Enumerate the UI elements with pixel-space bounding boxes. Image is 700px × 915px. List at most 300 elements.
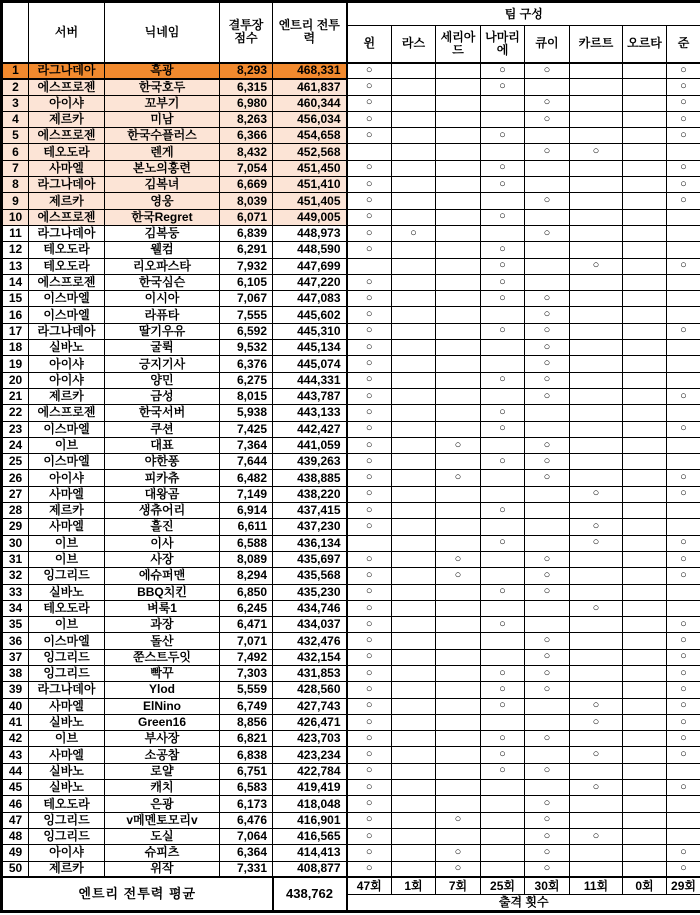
cell-team-oreuta [623, 291, 667, 307]
cell-team-ras [392, 340, 436, 356]
cell-team-jun: ○ [667, 861, 700, 877]
cell-nickname: ElNino [105, 698, 220, 714]
footer-count-seriad: 7회 [436, 877, 481, 894]
cell-team-ras [392, 617, 436, 633]
cell-nickname: 로얄 [105, 763, 220, 779]
cell-team-win: ○ [347, 454, 392, 470]
cell-team-ras [392, 633, 436, 649]
cell-team-namarie [481, 340, 525, 356]
cell-arena-score: 8,039 [220, 193, 273, 209]
cell-team-kareut [570, 323, 623, 339]
cell-nickname: Green16 [105, 714, 220, 730]
cell-team-kyui: ○ [525, 584, 570, 600]
cell-team-kareut [570, 421, 623, 437]
cell-team-jun [667, 828, 700, 844]
cell-team-win: ○ [347, 340, 392, 356]
cell-team-jun [667, 291, 700, 307]
cell-team-seriad [436, 828, 481, 844]
cell-rank: 1 [2, 63, 29, 79]
cell-rank: 36 [2, 633, 29, 649]
cell-server: 아이샤 [29, 95, 105, 111]
cell-team-namarie: ○ [481, 274, 525, 290]
cell-server: 사마엘 [29, 486, 105, 502]
cell-team-namarie: ○ [481, 209, 525, 225]
cell-server: 이브 [29, 437, 105, 453]
cell-team-kyui [525, 519, 570, 535]
footer-count-jun: 29회 [667, 877, 700, 894]
cell-team-namarie: ○ [481, 63, 525, 79]
cell-team-kareut [570, 682, 623, 698]
cell-team-jun: ○ [667, 470, 700, 486]
cell-team-oreuta [623, 486, 667, 502]
cell-arena-score: 7,492 [220, 649, 273, 665]
cell-team-kareut [570, 665, 623, 681]
cell-team-jun: ○ [667, 323, 700, 339]
cell-arena-score: 6,749 [220, 698, 273, 714]
cell-team-oreuta [623, 372, 667, 388]
cell-team-jun [667, 437, 700, 453]
cell-team-ras [392, 861, 436, 877]
table-row [2, 79, 700, 95]
cell-entry-power: 423,234 [273, 747, 347, 763]
col-header-win: 윈 [347, 26, 392, 63]
cell-server: 제르카 [29, 111, 105, 127]
cell-entry-power: 427,743 [273, 698, 347, 714]
cell-team-kareut: ○ [570, 144, 623, 160]
cell-nickname: BBQ치킨 [105, 584, 220, 600]
cell-team-oreuta [623, 600, 667, 616]
cell-team-kyui: ○ [525, 861, 570, 877]
table-row [2, 323, 700, 339]
cell-team-kyui [525, 421, 570, 437]
cell-team-win: ○ [347, 519, 392, 535]
cell-server: 잉그리드 [29, 812, 105, 828]
cell-rank: 26 [2, 470, 29, 486]
cell-team-kareut [570, 79, 623, 95]
cell-team-ras [392, 454, 436, 470]
cell-team-jun [667, 454, 700, 470]
cell-team-oreuta [623, 258, 667, 274]
cell-team-kyui [525, 258, 570, 274]
cell-team-kareut [570, 861, 623, 877]
cell-server: 아이샤 [29, 845, 105, 861]
cell-rank: 2 [2, 79, 29, 95]
table-row [2, 747, 700, 763]
cell-team-jun: ○ [667, 258, 700, 274]
cell-team-win [347, 258, 392, 274]
cell-arena-score: 6,173 [220, 796, 273, 812]
cell-team-ras [392, 845, 436, 861]
cell-team-kareut [570, 340, 623, 356]
cell-team-seriad [436, 274, 481, 290]
cell-rank: 24 [2, 437, 29, 453]
cell-nickname: 김복둥 [105, 225, 220, 241]
cell-team-seriad: ○ [436, 437, 481, 453]
cell-team-kyui: ○ [525, 437, 570, 453]
cell-team-namarie [481, 225, 525, 241]
cell-nickname: 한국수플러스 [105, 128, 220, 144]
cell-nickname: 쭌스트두잇 [105, 649, 220, 665]
cell-team-kareut [570, 796, 623, 812]
cell-entry-power: 408,877 [273, 861, 347, 877]
cell-team-oreuta [623, 274, 667, 290]
cell-arena-score: 6,980 [220, 95, 273, 111]
cell-team-jun: ○ [667, 128, 700, 144]
cell-team-ras [392, 763, 436, 779]
footer-average-value: 438,762 [273, 877, 347, 911]
cell-team-seriad [436, 796, 481, 812]
cell-server: 라그나데아 [29, 177, 105, 193]
cell-team-win: ○ [347, 323, 392, 339]
cell-team-kyui: ○ [525, 388, 570, 404]
table-header [2, 2, 700, 63]
cell-team-win: ○ [347, 682, 392, 698]
cell-team-kyui: ○ [525, 111, 570, 127]
cell-rank: 13 [2, 258, 29, 274]
cell-arena-score: 6,751 [220, 763, 273, 779]
table-row [2, 242, 700, 258]
cell-team-jun [667, 600, 700, 616]
table-row [2, 307, 700, 323]
cell-team-jun [667, 372, 700, 388]
cell-team-jun [667, 242, 700, 258]
cell-rank: 42 [2, 731, 29, 747]
table-row [2, 470, 700, 486]
cell-team-kyui: ○ [525, 454, 570, 470]
cell-team-oreuta [623, 160, 667, 176]
cell-team-kareut [570, 128, 623, 144]
cell-server: 실바노 [29, 763, 105, 779]
cell-team-kareut [570, 388, 623, 404]
cell-team-jun: ○ [667, 160, 700, 176]
cell-team-ras [392, 470, 436, 486]
cell-team-kareut: ○ [570, 535, 623, 551]
cell-nickname: 대왕곰 [105, 486, 220, 502]
cell-team-seriad [436, 649, 481, 665]
cell-arena-score: 7,331 [220, 861, 273, 877]
cell-team-kareut [570, 649, 623, 665]
cell-rank: 22 [2, 405, 29, 421]
cell-team-oreuta [623, 812, 667, 828]
cell-team-namarie: ○ [481, 323, 525, 339]
footer-count-kareut: 11회 [570, 877, 623, 894]
cell-team-namarie [481, 470, 525, 486]
cell-team-namarie [481, 388, 525, 404]
table-row [2, 193, 700, 209]
cell-rank: 46 [2, 796, 29, 812]
cell-team-seriad [436, 698, 481, 714]
cell-rank: 15 [2, 291, 29, 307]
cell-entry-power: 426,471 [273, 714, 347, 730]
cell-team-ras [392, 128, 436, 144]
cell-team-ras [392, 780, 436, 796]
cell-arena-score: 6,364 [220, 845, 273, 861]
cell-team-ras [392, 242, 436, 258]
cell-server: 잉그리드 [29, 568, 105, 584]
cell-team-kyui: ○ [525, 470, 570, 486]
cell-rank: 50 [2, 861, 29, 877]
cell-team-jun: ○ [667, 535, 700, 551]
cell-nickname: 영웅 [105, 193, 220, 209]
cell-server: 제르카 [29, 861, 105, 877]
cell-team-kyui: ○ [525, 551, 570, 567]
cell-arena-score: 8,089 [220, 551, 273, 567]
cell-team-oreuta [623, 519, 667, 535]
cell-rank: 34 [2, 600, 29, 616]
cell-nickname: 흑광 [105, 63, 220, 79]
table-row [2, 405, 700, 421]
cell-entry-power: 414,413 [273, 845, 347, 861]
cell-team-kyui: ○ [525, 372, 570, 388]
cell-team-ras [392, 258, 436, 274]
cell-team-win [347, 144, 392, 160]
cell-team-namarie: ○ [481, 682, 525, 698]
cell-server: 테오도라 [29, 144, 105, 160]
cell-team-seriad [436, 731, 481, 747]
cell-team-namarie: ○ [481, 747, 525, 763]
cell-team-jun: ○ [667, 568, 700, 584]
cell-team-ras [392, 291, 436, 307]
cell-team-namarie: ○ [481, 128, 525, 144]
cell-team-seriad [436, 225, 481, 241]
cell-team-ras [392, 307, 436, 323]
cell-team-oreuta [623, 356, 667, 372]
cell-nickname: 위작 [105, 861, 220, 877]
cell-team-seriad [436, 633, 481, 649]
cell-team-oreuta [623, 617, 667, 633]
table-row [2, 177, 700, 193]
cell-entry-power: 443,787 [273, 388, 347, 404]
cell-team-win: ○ [347, 861, 392, 877]
cell-team-oreuta [623, 177, 667, 193]
cell-arena-score: 6,583 [220, 780, 273, 796]
table-row [2, 128, 700, 144]
cell-team-kyui: ○ [525, 356, 570, 372]
cell-entry-power: 468,331 [273, 63, 347, 79]
cell-rank: 12 [2, 242, 29, 258]
cell-team-kareut [570, 812, 623, 828]
cell-rank: 7 [2, 160, 29, 176]
cell-server: 이스마엘 [29, 633, 105, 649]
cell-team-seriad [436, 617, 481, 633]
cell-team-seriad: ○ [436, 568, 481, 584]
cell-arena-score: 6,245 [220, 600, 273, 616]
cell-team-seriad [436, 307, 481, 323]
cell-entry-power: 451,450 [273, 160, 347, 176]
table-row [2, 551, 700, 567]
col-header-kareut: 카르트 [570, 26, 623, 63]
cell-team-seriad: ○ [436, 470, 481, 486]
cell-rank: 49 [2, 845, 29, 861]
cell-team-seriad [436, 95, 481, 111]
cell-team-win: ○ [347, 437, 392, 453]
cell-team-oreuta [623, 128, 667, 144]
cell-entry-power: 434,746 [273, 600, 347, 616]
table-row [2, 225, 700, 241]
cell-team-kareut [570, 193, 623, 209]
cell-server: 에스프로젠 [29, 79, 105, 95]
cell-team-oreuta [623, 535, 667, 551]
cell-team-namarie [481, 486, 525, 502]
cell-team-ras [392, 600, 436, 616]
cell-team-kyui [525, 780, 570, 796]
cell-nickname: 돌산 [105, 633, 220, 649]
cell-entry-power: 445,074 [273, 356, 347, 372]
cell-team-kyui [525, 274, 570, 290]
cell-entry-power: 435,568 [273, 568, 347, 584]
cell-nickname: 사장 [105, 551, 220, 567]
cell-team-namarie [481, 796, 525, 812]
cell-team-ras [392, 503, 436, 519]
cell-team-kareut [570, 845, 623, 861]
cell-rank: 30 [2, 535, 29, 551]
cell-entry-power: 460,344 [273, 95, 347, 111]
cell-team-namarie [481, 780, 525, 796]
cell-team-namarie: ○ [481, 242, 525, 258]
col-header-seriad: 세리아드 [436, 26, 481, 63]
cell-team-jun [667, 307, 700, 323]
cell-team-win: ○ [347, 731, 392, 747]
table-row [2, 144, 700, 160]
cell-team-kareut: ○ [570, 486, 623, 502]
cell-rank: 11 [2, 225, 29, 241]
cell-team-win: ○ [347, 617, 392, 633]
cell-team-win: ○ [347, 307, 392, 323]
cell-team-namarie: ○ [481, 421, 525, 437]
cell-nickname: 슈피츠 [105, 845, 220, 861]
cell-team-jun: ○ [667, 95, 700, 111]
cell-team-kyui: ○ [525, 649, 570, 665]
cell-team-seriad [436, 193, 481, 209]
table-row [2, 714, 700, 730]
cell-team-ras [392, 79, 436, 95]
table-row [2, 372, 700, 388]
cell-team-ras [392, 731, 436, 747]
cell-team-oreuta [623, 665, 667, 681]
cell-team-namarie: ○ [481, 731, 525, 747]
cell-arena-score: 7,303 [220, 665, 273, 681]
table-row [2, 209, 700, 225]
table-row [2, 812, 700, 828]
cell-entry-power: 447,083 [273, 291, 347, 307]
cell-arena-score: 7,071 [220, 633, 273, 649]
cell-entry-power: 448,973 [273, 225, 347, 241]
cell-team-win: ○ [347, 780, 392, 796]
cell-entry-power: 441,059 [273, 437, 347, 453]
cell-rank: 47 [2, 812, 29, 828]
cell-team-oreuta [623, 209, 667, 225]
cell-team-jun [667, 405, 700, 421]
cell-arena-score: 6,592 [220, 323, 273, 339]
cell-nickname: 리오파스타 [105, 258, 220, 274]
cell-nickname: 캐치 [105, 780, 220, 796]
cell-team-ras [392, 698, 436, 714]
col-header-server: 서버 [29, 2, 105, 63]
cell-server: 에스프로젠 [29, 274, 105, 290]
cell-entry-power: 451,410 [273, 177, 347, 193]
cell-team-kyui: ○ [525, 633, 570, 649]
cell-nickname: 이사 [105, 535, 220, 551]
table-row [2, 665, 700, 681]
cell-team-kyui [525, 209, 570, 225]
table-row [2, 633, 700, 649]
cell-team-jun: ○ [667, 633, 700, 649]
cell-entry-power: 435,230 [273, 584, 347, 600]
cell-team-ras [392, 649, 436, 665]
cell-server: 잉그리드 [29, 665, 105, 681]
cell-team-seriad [436, 291, 481, 307]
cell-team-oreuta [623, 388, 667, 404]
cell-server: 실바노 [29, 780, 105, 796]
cell-team-win: ○ [347, 828, 392, 844]
cell-rank: 16 [2, 307, 29, 323]
cell-team-oreuta [623, 323, 667, 339]
cell-team-kareut: ○ [570, 714, 623, 730]
table-row [2, 861, 700, 877]
cell-rank: 48 [2, 828, 29, 844]
cell-team-jun [667, 503, 700, 519]
cell-team-namarie [481, 649, 525, 665]
cell-team-namarie [481, 714, 525, 730]
cell-rank: 35 [2, 617, 29, 633]
cell-team-seriad [436, 714, 481, 730]
cell-server: 사마엘 [29, 519, 105, 535]
cell-nickname: 굴뤽 [105, 340, 220, 356]
cell-entry-power: 439,263 [273, 454, 347, 470]
cell-arena-score: 6,105 [220, 274, 273, 290]
cell-team-namarie [481, 633, 525, 649]
cell-server: 사마엘 [29, 160, 105, 176]
cell-team-namarie [481, 828, 525, 844]
cell-server: 잉그리드 [29, 828, 105, 844]
cell-team-oreuta [623, 551, 667, 567]
cell-server: 사마엘 [29, 698, 105, 714]
col-header-entry-power: 엔트리 전투력 [273, 2, 347, 63]
cell-team-win: ○ [347, 649, 392, 665]
cell-team-ras [392, 421, 436, 437]
cell-team-win: ○ [347, 796, 392, 812]
cell-team-seriad [436, 356, 481, 372]
cell-nickname: 도실 [105, 828, 220, 844]
cell-arena-score: 6,850 [220, 584, 273, 600]
cell-rank: 43 [2, 747, 29, 763]
cell-rank: 45 [2, 780, 29, 796]
table-row [2, 111, 700, 127]
cell-team-win: ○ [347, 600, 392, 616]
cell-team-seriad [436, 454, 481, 470]
cell-team-namarie [481, 551, 525, 567]
cell-team-namarie: ○ [481, 535, 525, 551]
cell-team-kyui: ○ [525, 323, 570, 339]
cell-team-kareut: ○ [570, 780, 623, 796]
cell-team-ras [392, 828, 436, 844]
cell-team-seriad [436, 486, 481, 502]
cell-team-kareut [570, 470, 623, 486]
team-composition-group-header: 팀 구성 [347, 2, 700, 26]
cell-rank: 19 [2, 356, 29, 372]
cell-rank: 44 [2, 763, 29, 779]
cell-team-ras [392, 437, 436, 453]
cell-team-seriad [436, 258, 481, 274]
cell-team-kareut [570, 242, 623, 258]
cell-team-oreuta [623, 242, 667, 258]
cell-team-namarie [481, 861, 525, 877]
cell-team-kyui: ○ [525, 682, 570, 698]
cell-team-namarie [481, 600, 525, 616]
cell-server: 제르카 [29, 193, 105, 209]
cell-nickname: 긍지기사 [105, 356, 220, 372]
cell-team-ras [392, 665, 436, 681]
